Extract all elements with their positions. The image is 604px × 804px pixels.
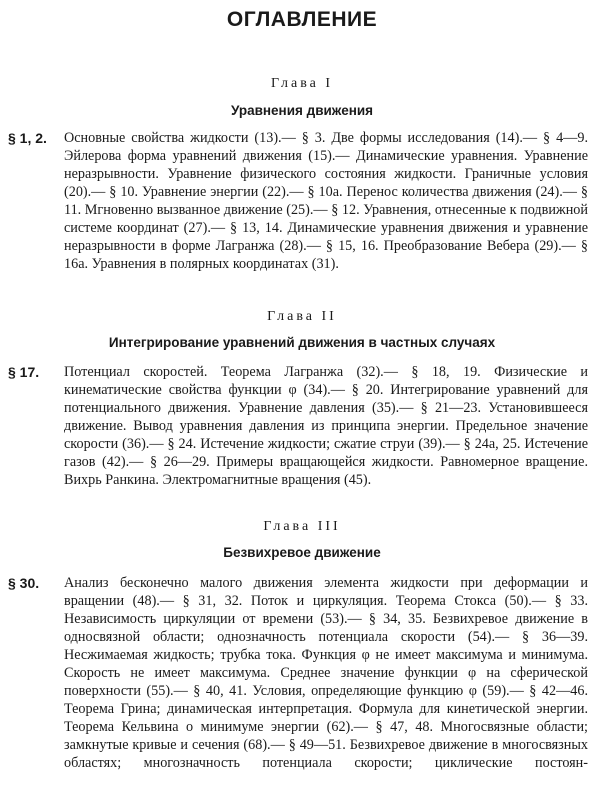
chapter-1-title: Уравнения движения [230, 103, 374, 118]
chapter-2-title: Интегрирование уравнений движения в частных случаях [108, 335, 496, 350]
chapter-2-label: Глава II [267, 309, 337, 324]
chapter-3-label: Глава III [263, 519, 341, 534]
chapter-1-section-text: Основные свойства жидкости (13).— § 3. Две формы исследования (14).— § 4—9. Эйлерова форма уравнений движения (15).— Динамические уравнения. Уравнение неразрывности. Уравнение физического состояния жидкости. Граничные условия (20).— § 10. Уравнение энергии (22).— § 10а. Перенос количества движения (24).— § 11. Мгновенно вызванное движение (25).— § 12. Уравнения, отнесенные к подвижной системе координат (27).— § 13, 14. Динамические уравнения движения и уравнение неразрывности в форме Лагранжа (28).— § 15, 16. Преобразование Вебера (29).— § 16а. Уравнения в полярных координатах (31). [64, 130, 588, 272]
chapter-2-section-text: Потенциал скоростей. Теорема Лагранжа (32).— § 18, 19. Физические и кинематические свойства функции φ (34).— § 20. Интегрирование уравнений для потенциального движения. Уравнение давления (35).— § 21—23. Установившееся движение. Вывод уравнения давления из принципа энергии. Предельное значение скорости (36).— § 24. Истечение жидкости; сжатие струи (39).— § 24а, 25. Истечение газов (42).— § 26—29. Примеры вращающейся жидкости. Равномерное вращение. Вихрь Ранкина. Электромагнитные вращения (45). [64, 364, 588, 488]
chapter-3-title: Безвихревое движение [223, 545, 381, 560]
chapter-1-label: Глава I [270, 76, 334, 91]
chapter-3-section-number: § 30. [8, 575, 40, 591]
chapter-2-section-number: § 17. [8, 364, 40, 380]
chapter-3-section-text: Анализ бесконечно малого движения элемента жидкости при деформации и вращении (48).— § 31, 32. Поток и циркуляция. Теорема Стокса (50).— § 33. Независимость циркуляции от времени (53).— § 34, 35. Безвихревое движение в односвязной области; однозначность потенциала скорости (54).— § 36—39. Несжимаемая жидкость; трубка тока. Функция φ не имеет максимума и минимума. Скорость не имеет максимума. Среднее значение функции φ на сферической поверхности (55).— § 40, 41. Условия, определяющие функцию φ (59).— § 42—46. Теорема Грина; динамическая интерпретация. Формула для кинетической энергии. Теорема Кельвина о минимуме энергии (62).— § 47, 48. Многосвязные области; замкнутые кривые и сечения (68).— § 49—51. Безвихревое движение в многосвязных областях; многозначность потенциала скорости; циклические постоян- [64, 575, 588, 771]
chapter-1-section-number: § 1, 2. [8, 130, 47, 146]
page-title: ОГЛАВЛЕНИЕ [226, 8, 378, 31]
